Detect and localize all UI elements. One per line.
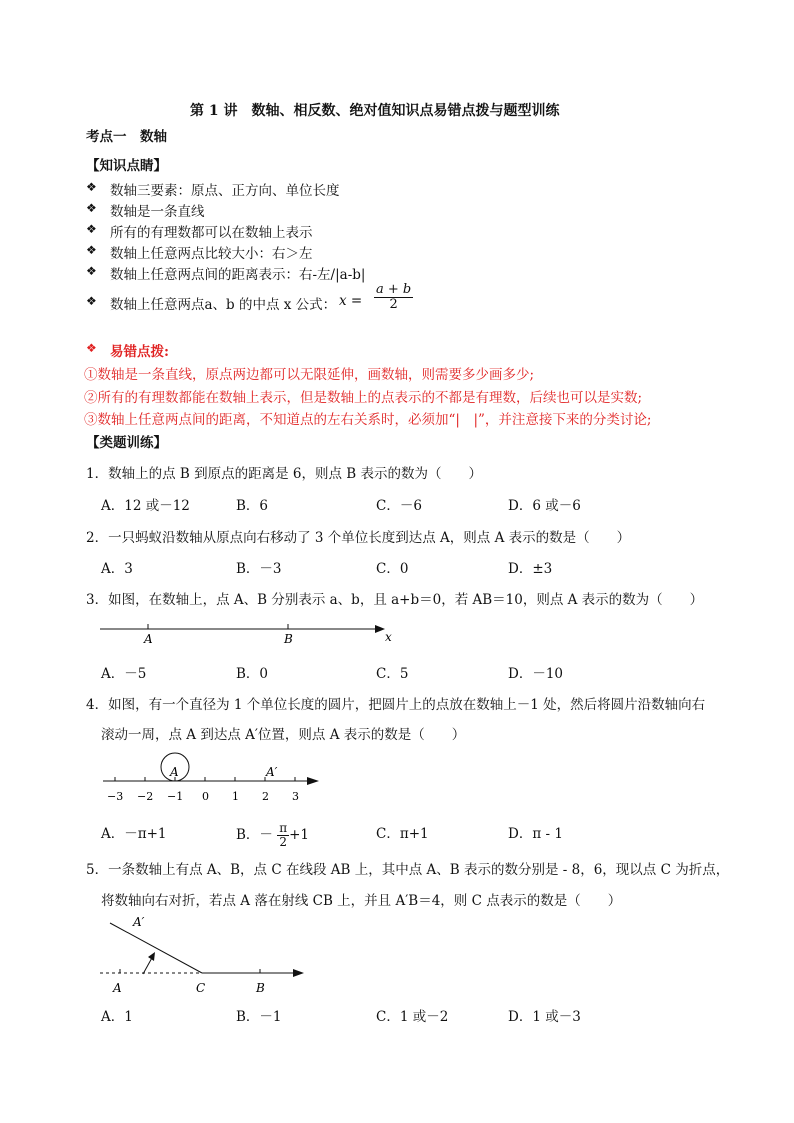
bullet-icon: ❖ [86, 222, 97, 236]
knowledge-point: 数轴上任意两点比较大小：右＞左 [110, 246, 313, 262]
label-b: B [256, 981, 265, 995]
label-a-prime: A′ [266, 765, 278, 779]
fraction-numerator: a + b [376, 282, 412, 297]
bullet-icon: ❖ [86, 201, 97, 215]
option-c: C．1 或－2 [376, 1009, 449, 1025]
option-c: C．－6 [376, 498, 422, 514]
question-stem: 1．数轴上的点 B 到原点的距离是 6，则点 B 表示的数为（ ） [86, 466, 482, 482]
circle-number-line-figure [95, 748, 335, 808]
option-b [236, 822, 309, 849]
question-stem: 4．如图，有一个直径为 1 个单位长度的圆片，把圆片上的点放在数轴上－1 处，然后将圆片沿数轴向右 [86, 697, 706, 713]
question-stem: 3．如图，在数轴上，点 A、B 分别表示 a、b，且 a+b＝0，若 AB＝10，则点 A 表示的数为（ ） [86, 592, 704, 608]
option-a: A．－5 [101, 666, 147, 682]
knowledge-header: 【知识点睛】 [86, 158, 167, 174]
option-b: B．－3 [236, 561, 282, 577]
folded-segment [110, 923, 202, 973]
question-stem: 将数轴向右对折，若点 A 落在射线 CB 上，并且 A′B＝4，则 C 点表示的数是（ ） [101, 893, 622, 909]
question-stem: 2．一只蚂蚁沿数轴从原点向右移动了 3 个单位长度到达点 A，则点 A 表示的数是（ ） [86, 530, 631, 546]
tick-label: −1 [167, 790, 184, 803]
tick-label: 3 [292, 790, 299, 803]
section-heading: 考点一 数轴 [86, 129, 167, 145]
bullet-icon: ❖ [86, 180, 97, 194]
option-d: D．6 或－6 [508, 498, 581, 514]
option-b: B．6 [236, 498, 269, 514]
tick-label: 2 [262, 790, 269, 803]
label-a-prime: A′ [133, 915, 145, 929]
option-d: D．－10 [508, 666, 564, 682]
midpoint-fraction [374, 283, 413, 313]
knowledge-point: 所有的有理数都可以在数轴上表示 [110, 225, 313, 241]
arrow-head-icon [375, 625, 385, 633]
bullet-icon: ❖ [86, 294, 97, 308]
question-stem: 5．一条数轴上有点 A、B，点 C 在线段 AB 上，其中点 A、B 表示的数分别是 - 8，6，现以点 C 为折点， [86, 862, 730, 878]
error-tip: ①数轴是一条直线，原点两边都可以无限延伸，画数轴，则需要多少画多少; [84, 367, 535, 383]
tick-label: −3 [107, 790, 124, 803]
knowledge-point: 数轴上任意两点间的距离表示：右-左/|a-b| [110, 267, 366, 283]
fold-number-line-figure [95, 908, 325, 996]
label-a: A [170, 765, 179, 779]
label-a: A [144, 632, 153, 646]
option-b-tail: +1 [289, 827, 310, 844]
knowledge-point: 数轴三要素：原点、正方向、单位长度 [110, 183, 340, 199]
tick-label: 1 [232, 790, 239, 803]
option-b-fraction [277, 822, 289, 849]
option-a: A．12 或－12 [101, 498, 190, 514]
option-c: C．0 [376, 561, 409, 577]
tick-label: 0 [202, 790, 209, 803]
label-x: x [385, 630, 392, 644]
number-line-figure [95, 618, 405, 648]
fraction-numerator: π [279, 821, 288, 835]
knowledge-point: 数轴是一条直线 [110, 204, 205, 220]
errors-header: 易错点拨: [110, 344, 169, 360]
fraction-denominator: 2 [279, 835, 287, 850]
option-d: D．π - 1 [508, 826, 563, 842]
page-title: 第 1 讲 数轴、相反数、绝对值知识点易错点拨与题型训练 [190, 103, 560, 119]
midpoint-lhs: x = [339, 293, 363, 309]
fraction-denominator: 2 [389, 297, 398, 313]
option-a: A．3 [101, 561, 133, 577]
label-c: C [196, 981, 206, 995]
error-tip: ②所有的有理数都能在数轴上表示，但是数轴上的点表示的不都是有理数，后续也可以是实数; [84, 390, 643, 406]
arrow-head-icon [307, 777, 319, 785]
option-d: D．1 或－3 [508, 1009, 581, 1025]
error-tip: ③数轴上任意两点间的距离，不知道点的左右关系时，必须加“| |”，并注意接下来的分类讨论; [84, 412, 652, 428]
bullet-icon: ❖ [86, 341, 97, 355]
arrow-head-icon [293, 969, 304, 977]
option-b: B．－1 [236, 1009, 282, 1025]
option-b-prefix: B．－ [236, 827, 273, 844]
option-b: B．0 [236, 666, 269, 682]
option-a: A．1 [101, 1009, 133, 1025]
tick-label: −2 [137, 790, 154, 803]
option-a: A．－π+1 [101, 826, 167, 842]
bullet-icon: ❖ [86, 243, 97, 257]
question-stem: 滚动一周，点 A 到达点 A′位置，则点 A 表示的数是（ ） [101, 727, 466, 743]
option-c: C．π+1 [376, 826, 429, 842]
practice-header: 【类题训练】 [86, 435, 167, 451]
option-c: C．5 [376, 666, 409, 682]
option-d: D．±3 [508, 561, 553, 577]
bullet-icon: ❖ [86, 264, 97, 278]
label-b: B [284, 632, 293, 646]
midpoint-text: 数轴上任意两点a、b 的中点 x 公式： [110, 297, 337, 313]
label-a: A [113, 981, 122, 995]
